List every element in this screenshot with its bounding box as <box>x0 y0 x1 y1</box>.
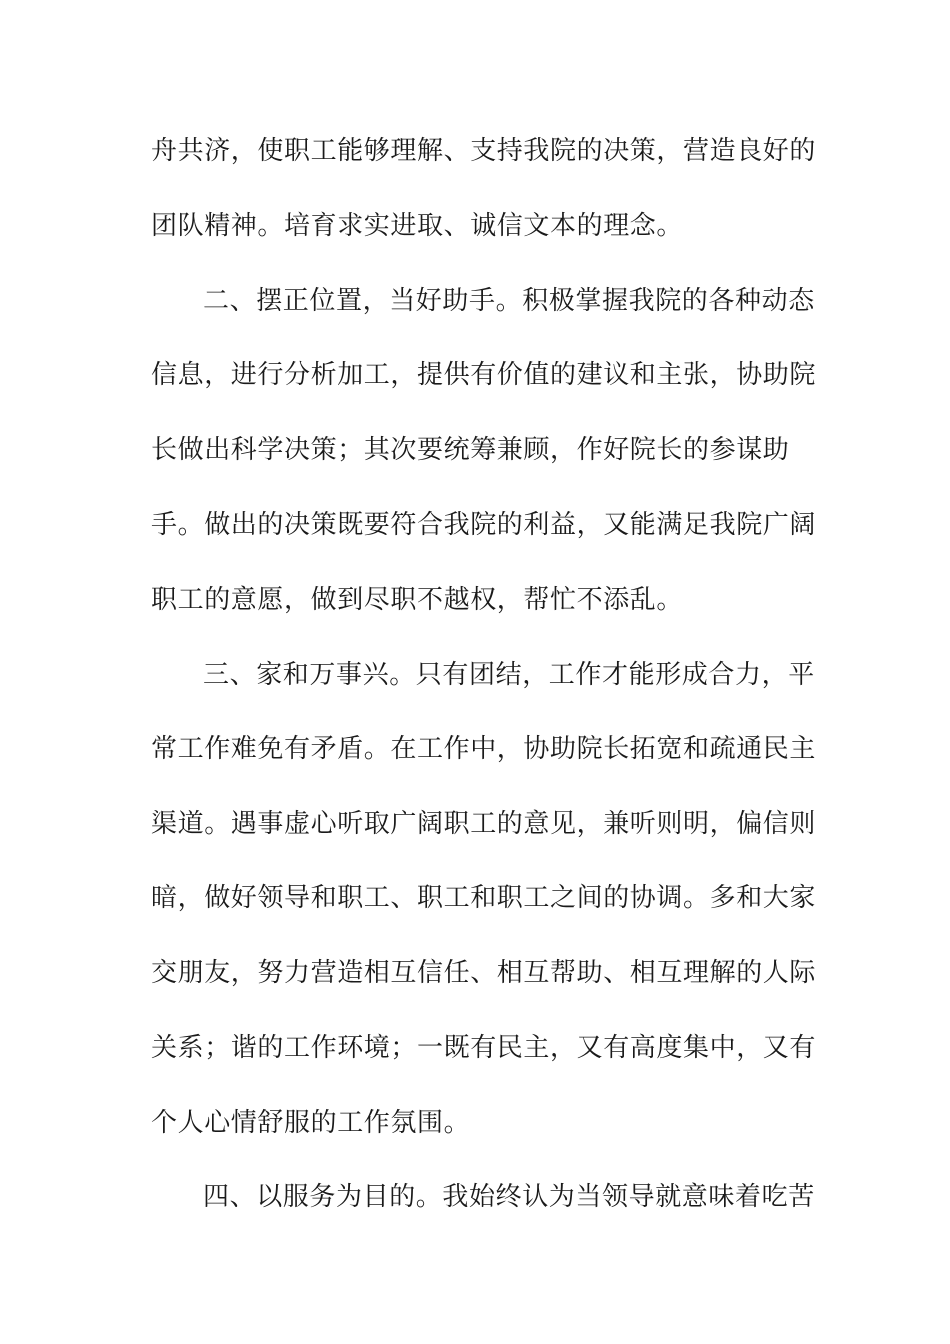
body-text-line: 交朋友，努力营造相互信任、相互帮助、相互理解的人际 <box>151 958 817 988</box>
body-text-line: 常工作难免有矛盾。在工作中，协助院长拓宽和疏通民主 <box>151 734 817 764</box>
paragraph-heading-line: 四、以服务为目的。我始终认为当领导就意味着吃苦 <box>203 1182 815 1212</box>
body-text-line: 信息，进行分析加工，提供有价值的建议和主张，协助院 <box>151 360 817 390</box>
paragraph-heading-line: 二、摆正位置，当好助手。积极掌握我院的各种动态 <box>203 286 815 316</box>
body-text-line: 手。做出的决策既要符合我院的利益，又能满足我院广阔 <box>151 510 817 540</box>
body-text-line: 关系；谐的工作环境；一既有民主，又有高度集中，又有 <box>151 1033 817 1063</box>
body-text-line: 渠道。遇事虚心听取广阔职工的意见，兼听则明，偏信则 <box>151 809 817 839</box>
body-text-line: 暗，做好领导和职工、职工和职工之间的协调。多和大家 <box>151 883 817 913</box>
body-text-line: 长做出科学决策；其次要统筹兼顾，作好院长的参谋助 <box>151 435 790 465</box>
body-text-line: 个人心情舒服的工作氛围。 <box>151 1108 471 1138</box>
body-text-line: 舟共济，使职工能够理解、支持我院的决策，营造良好的 <box>151 136 817 166</box>
body-text-line: 职工的意愿，做到尽职不越权，帮忙不添乱。 <box>151 585 684 615</box>
paragraph-heading-line: 三、家和万事兴。只有团结，工作才能形成合力，平 <box>203 660 815 690</box>
body-text-line: 团队精神。培育求实进取、诚信文本的理念。 <box>151 211 684 241</box>
